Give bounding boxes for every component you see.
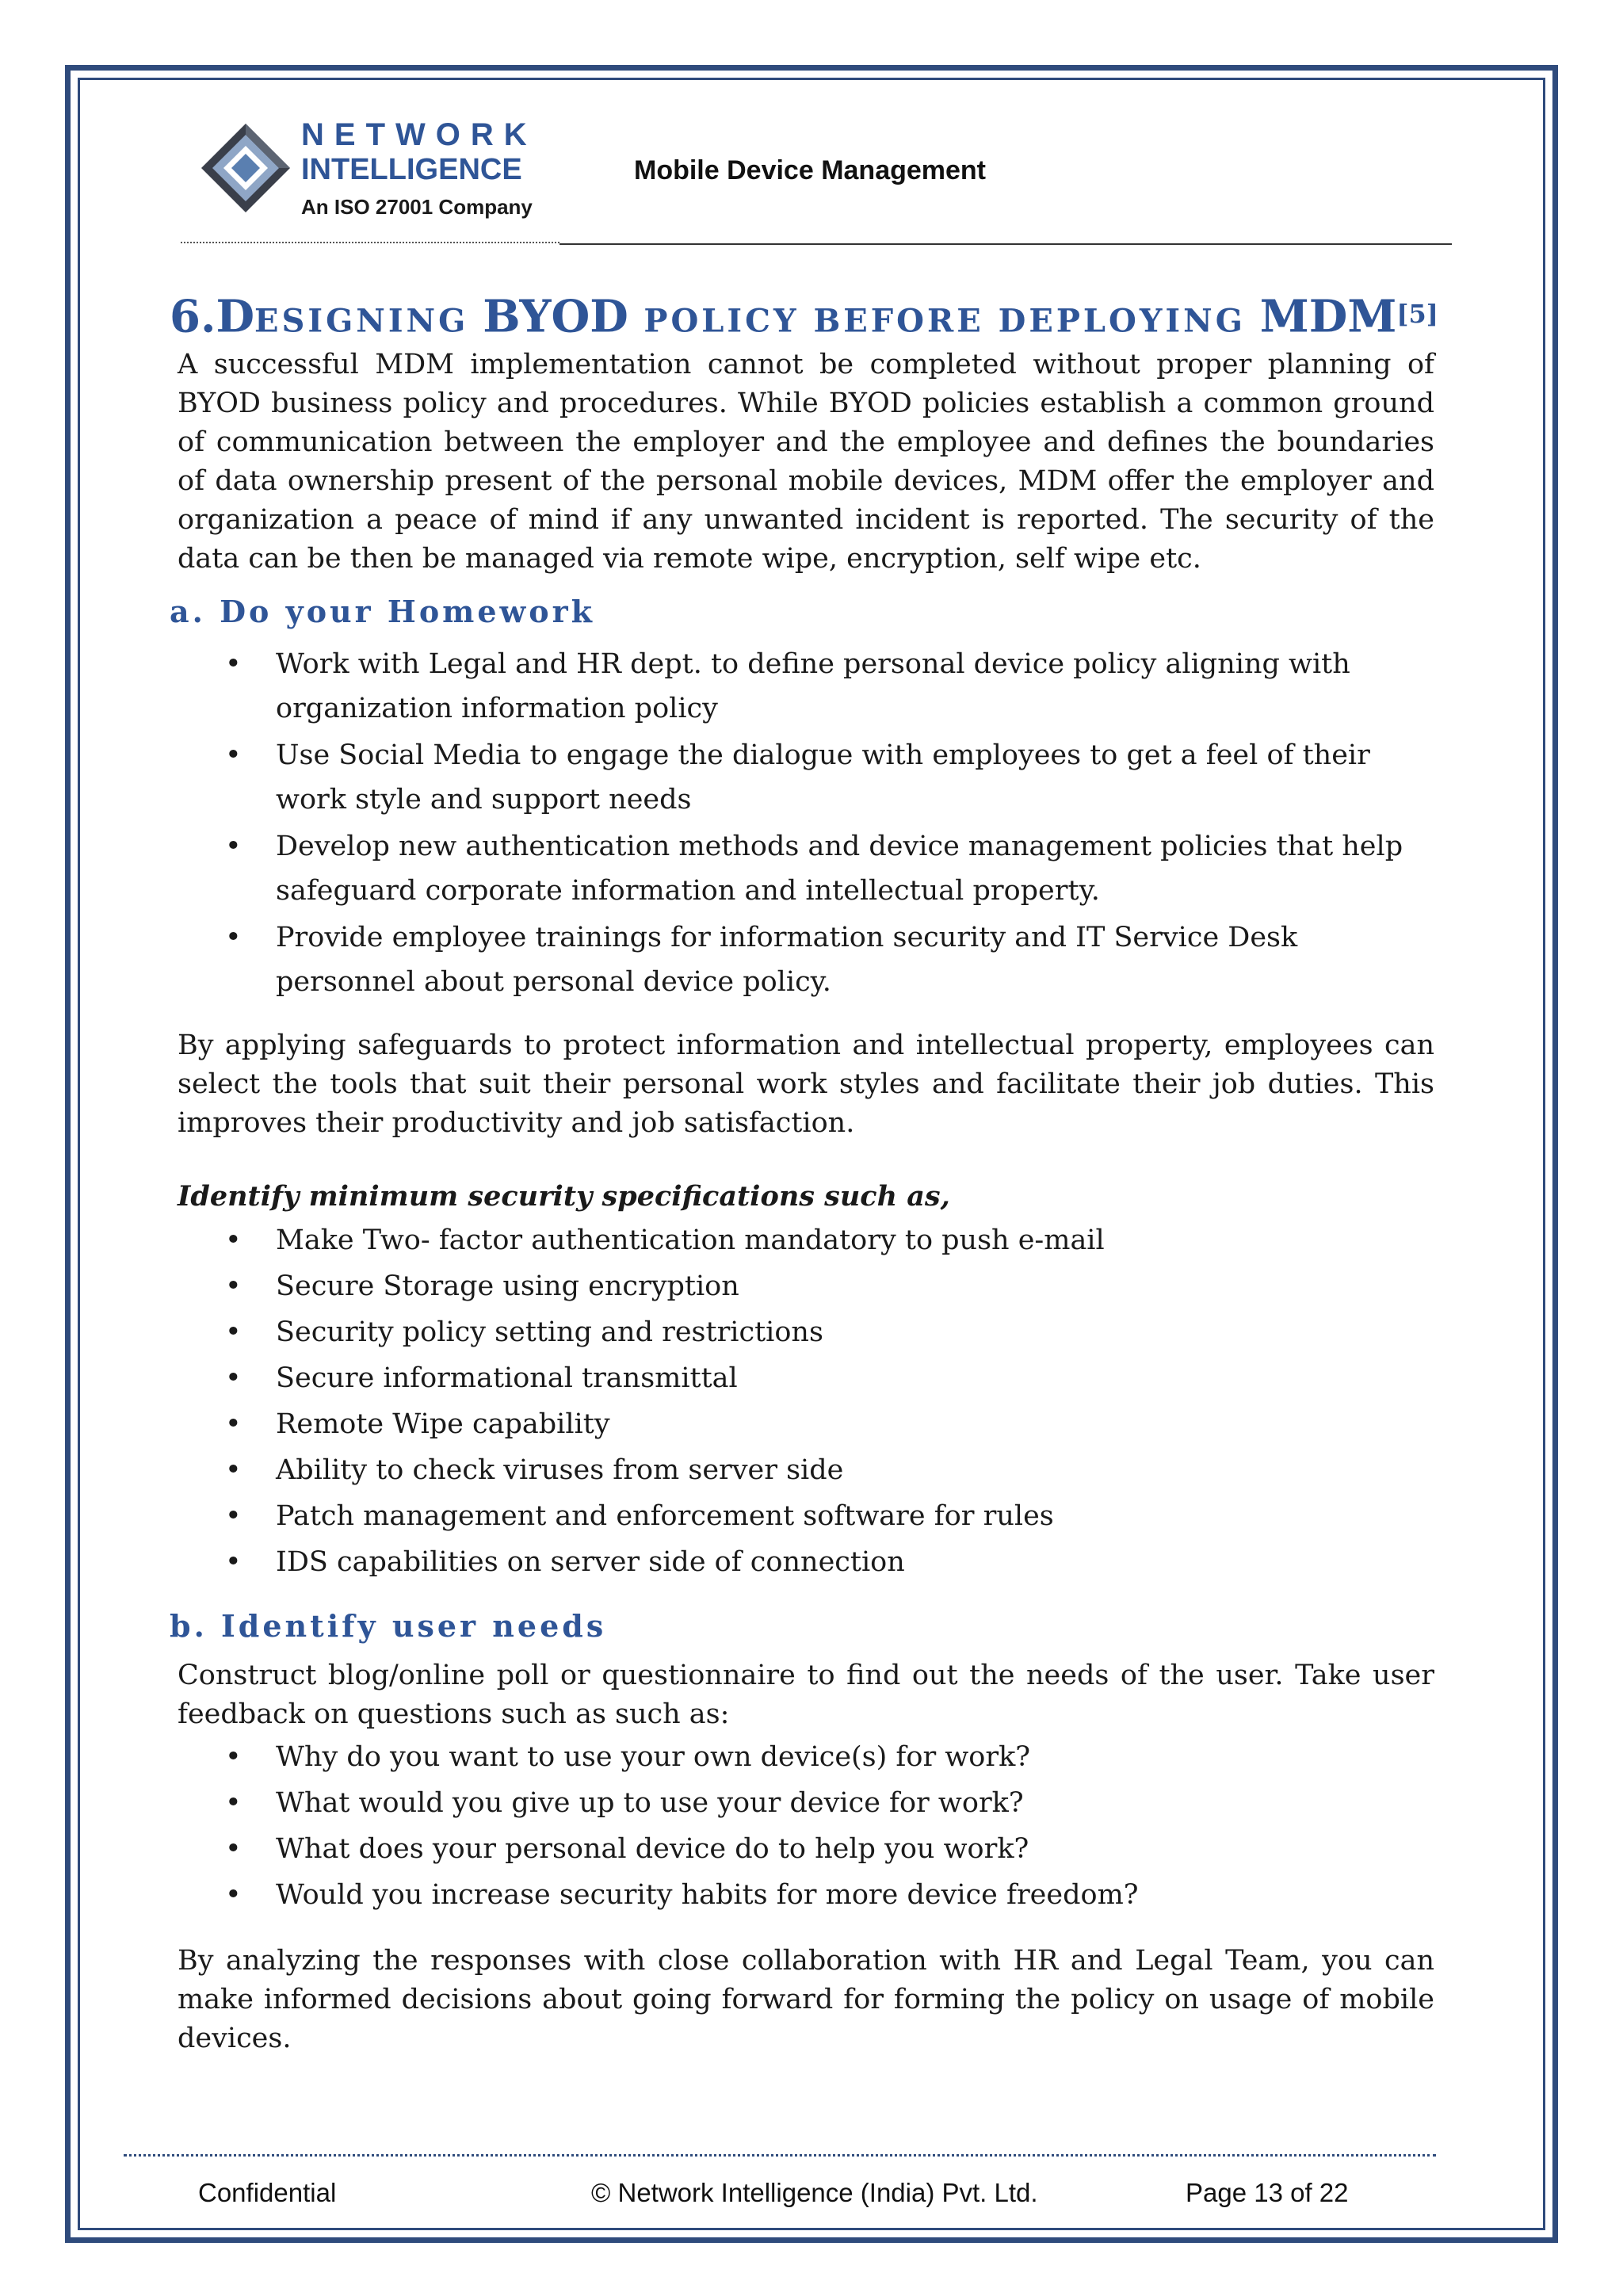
list-item: • Security policy setting and restrictions [178,1309,1434,1355]
list-item: • Make Two- factor authentication mandatory to push e-mail [178,1217,1434,1263]
header-divider-dotted [181,242,559,243]
footer-confidential: Confidential [198,2178,337,2207]
company-logo [198,117,563,228]
safeguards-paragraph: By applying safeguards to protect information and intellectual property, employees can select the tools that suit their personal work styles and facilitate their job duties. This improves their productivity and job satisfaction. [178,1030,1434,1139]
section-title [170,282,1438,346]
footer-divider [124,2154,1436,2157]
list-item: • Secure Storage using encryption [178,1263,1434,1309]
header-divider [559,243,1452,245]
citation-reference: [5] [1396,299,1438,329]
title-part: BYOD [483,290,644,343]
section-number: 6. [170,290,216,343]
list-item: • Provide employee trainings for information security and IT Service Desk personnel about personal device policy. [178,915,1434,1004]
logo-name-line1: NETWORK [301,117,537,152]
list-item: • Secure informational transmittal [178,1355,1434,1401]
logo-name-line2: INTELLIGENCE [301,153,522,186]
main-content [170,282,1438,2058]
list-item: • Patch management and enforcement software for rules [178,1493,1434,1539]
list-item: • Remote Wipe capability [178,1401,1434,1447]
list-item: • IDS capabilities on server side of connection [178,1539,1434,1585]
subsection-heading-homework: a. Do your Homework [170,594,595,629]
user-needs-intro: Construct blog/online poll or questionnaire to find out the needs of the user. Take user feedback on questions such as such as: [178,1660,1434,1730]
diamond-logo-icon [198,117,293,228]
title-part: MDM [1259,290,1397,343]
security-specs-heading: Identify minimum security specifications such as, [178,1180,950,1213]
document-header-title: Mobile Device Management [634,155,987,185]
section-intro-paragraph: A successful MDM implementation cannot be completed without proper planning of BYOD business policy and procedures. While BYOD policies establish a common ground of communication between the employer and the employee and defines the boundaries of data ownership present of the personal mobile devices, MDM offer the employer and organization a peace of mind if any unwanted incident is reported. The security of the data can be then be managed via remote wipe, encryption, self wipe etc. [178,349,1434,575]
security-specs-list [178,1217,1434,1585]
subsection-heading-user-needs: b. Identify user needs [170,1608,607,1644]
list-item: • Work with Legal and HR dept. to define personal device policy aligning with organization information policy [178,642,1434,731]
title-part: POLICY BEFORE DEPLOYING [643,302,1260,340]
footer-copyright: © Network Intelligence (India) Pvt. Ltd. [591,2178,1038,2207]
closing-paragraph: By analyzing the responses with close collaboration with HR and Legal Team, you can make informed decisions about going forward for forming the policy on usage of mobile devices. [178,1945,1434,2054]
list-item: • What would you give up to use your device for work? [178,1780,1434,1826]
title-part: D [216,290,255,343]
list-item: • What does your personal device do to help you work? [178,1826,1434,1872]
list-item: • Ability to check viruses from server side [178,1447,1434,1493]
list-item: • Why do you want to use your own device(s) for work? [178,1734,1434,1780]
user-questions-list [178,1734,1434,1918]
title-part: ESIGNING [254,302,483,340]
list-item: • Would you increase security habits for more device freedom? [178,1872,1434,1918]
homework-list [178,642,1434,1004]
footer-page-number: Page 13 of 22 [1186,2178,1349,2207]
list-item: • Use Social Media to engage the dialogue with employees to get a feel of their work style and support needs [178,733,1434,822]
list-item: • Develop new authentication methods and device management policies that help safeguard corporate information and intellectual property. [178,824,1434,913]
logo-tagline: An ISO 27001 Company [301,195,533,219]
